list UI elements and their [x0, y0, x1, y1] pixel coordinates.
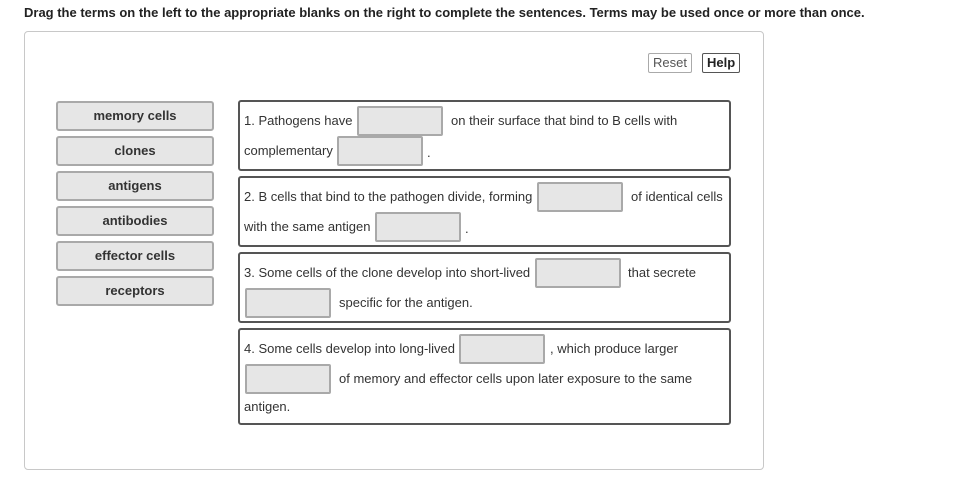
- sentence-3-text-a: 3. Some cells of the clone develop into short-lived: [244, 265, 531, 280]
- sentence-1-blank-1[interactable]: [357, 106, 443, 136]
- sentence-4-text-d: antigen.: [244, 399, 291, 414]
- term-antibodies[interactable]: antibodies: [56, 206, 214, 236]
- sentence-1-text-b: on their surface that bind to B cells with: [451, 113, 678, 128]
- sentence-4-text-c: of memory and effector cells upon later exposure to the same: [339, 371, 693, 386]
- sentence-4-text-b: , which produce larger: [550, 341, 678, 356]
- term-memory-cells[interactable]: memory cells: [56, 101, 214, 131]
- sentence-3-blank-1[interactable]: [535, 258, 621, 288]
- sentence-2-text-b: of identical cells: [631, 189, 723, 204]
- sentence-1-text-c: complementary: [244, 143, 333, 158]
- sentence-4-blank-1[interactable]: [459, 334, 545, 364]
- instructions-text: Drag the terms on the left to the appropriate blanks on the right to complete the sentences. Terms may be used once or more than once.: [24, 5, 865, 20]
- sentence-2-text-d: .: [465, 221, 469, 236]
- sentence-2-box: [238, 176, 731, 247]
- sentence-2-blank-2[interactable]: [375, 212, 461, 242]
- reset-button[interactable]: Reset: [648, 53, 692, 73]
- term-clones[interactable]: clones: [56, 136, 214, 166]
- sentence-4-blank-2[interactable]: [245, 364, 331, 394]
- term-effector-cells[interactable]: effector cells: [56, 241, 214, 271]
- sentence-1-box: [238, 100, 731, 171]
- sentence-2-blank-1[interactable]: [537, 182, 623, 212]
- term-receptors[interactable]: receptors: [56, 276, 214, 306]
- sentence-1-blank-2[interactable]: [337, 136, 423, 166]
- sentence-3-blank-2[interactable]: [245, 288, 331, 318]
- sentence-4-text-a: 4. Some cells develop into long-lived: [244, 341, 456, 356]
- sentence-1-text-a: 1. Pathogens have: [244, 113, 353, 128]
- sentence-2-text-c: with the same antigen: [244, 219, 371, 234]
- sentence-3-text-c: specific for the antigen.: [339, 295, 473, 310]
- sentence-2-text-a: 2. B cells that bind to the pathogen divide, forming: [244, 189, 533, 204]
- sentence-3-text-b: that secrete: [628, 265, 696, 280]
- help-button[interactable]: Help: [702, 53, 740, 73]
- sentence-1-text-d: .: [427, 145, 431, 160]
- term-antigens[interactable]: antigens: [56, 171, 214, 201]
